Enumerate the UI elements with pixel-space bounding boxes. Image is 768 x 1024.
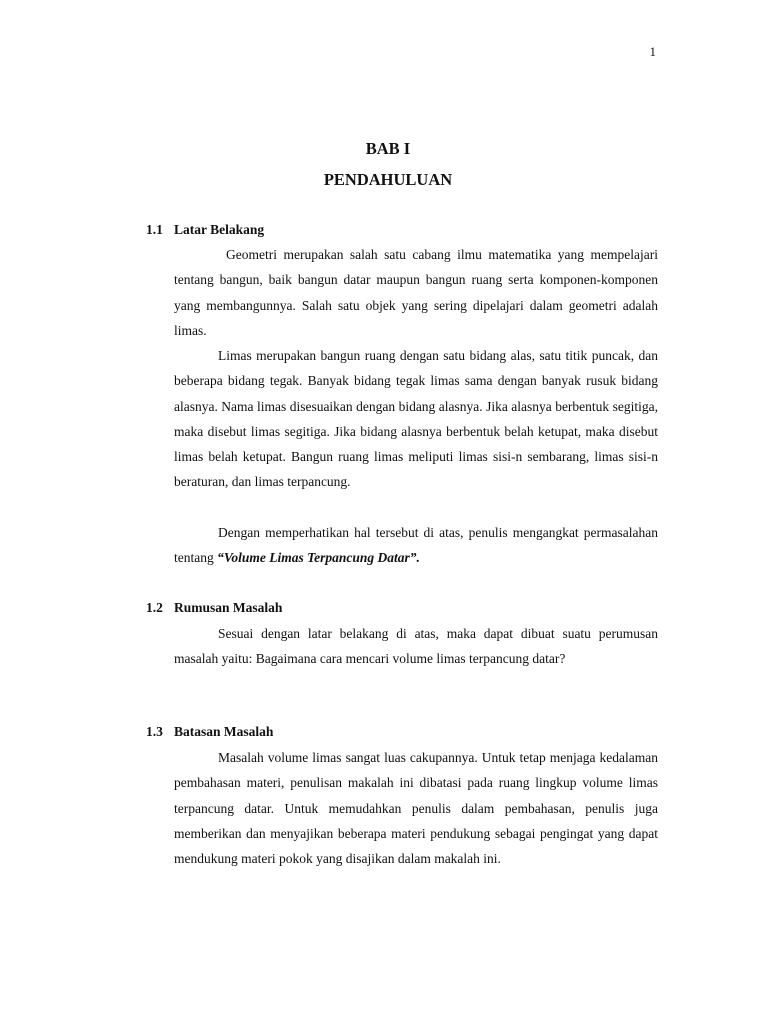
paragraph-rumusan-masalah: Sesuai dengan latar belakang di atas, maka dapat dibuat suatu perumusan masalah yaitu: Bagaimana cara mencari volume limas terpancung datar? <box>174 626 658 667</box>
section-number: 1.3 <box>146 724 163 739</box>
section-heading-latar-belakang <box>146 222 264 238</box>
closing-emphasis: “Volume Limas Terpancung Datar”. <box>217 550 420 566</box>
paragraph-latar-belakang-2: Limas merupakan bangun ruang dengan satu bidang alas, satu titik puncak, dan beberapa bidang tegak. Banyak bidang tegak limas sama dengan banyak rusuk bidang alasnya. Nama limas disesuaikan dengan bidang alasnya. Jika alasnya berbentuk segitiga, maka disebut limas segitiga. Jika bidang alasnya berbentuk belah ketupat, maka disebut limas belah ketupat. Bangun ruang limas meliputi limas sisi-n sembarang, limas sisi-n beraturan, dan limas terpancung. <box>174 348 658 490</box>
closing-text: Dengan memperhatikan hal tersebut di atas, penulis mengangkat permasalahan tentang <box>174 525 658 566</box>
paragraph-latar-belakang-1: Geometri merupakan salah satu cabang ilmu matematika yang mempelajari tentang bangun, baik bangun datar maupun bangun ruang serta komponen-komponen yang membangunnya. Salah satu objek yang sering dipelajari dalam geometri adalah limas. <box>174 247 658 338</box>
section-title: Batasan Masalah <box>174 724 274 739</box>
section-heading-batasan-masalah <box>146 724 273 740</box>
paragraph-batasan-masalah: Masalah volume limas sangat luas cakupannya. Untuk tetap menjaga kedalaman pembahasan materi, penulisan makalah ini dibatasi pada ruang lingkup volume limas terpancung datar. Untuk memudahkan penulis dalam pembahasan, penulis juga memberikan dan menyajikan beberapa materi pendukung sebagai pengingat yang dapat mendukung materi pokok yang disajikan dalam makalah ini. <box>174 750 658 867</box>
section-title: Latar Belakang <box>174 222 265 237</box>
chapter-title: PENDAHULUAN <box>323 170 453 189</box>
chapter-number: BAB I <box>365 139 411 158</box>
section-number: 1.2 <box>146 600 163 615</box>
section-title: Rumusan Masalah <box>174 600 283 615</box>
page-number: 1 <box>649 44 656 59</box>
paragraph-latar-belakang-3 <box>174 520 658 571</box>
section-number: 1.1 <box>146 222 163 237</box>
section-heading-rumusan-masalah <box>146 600 282 616</box>
